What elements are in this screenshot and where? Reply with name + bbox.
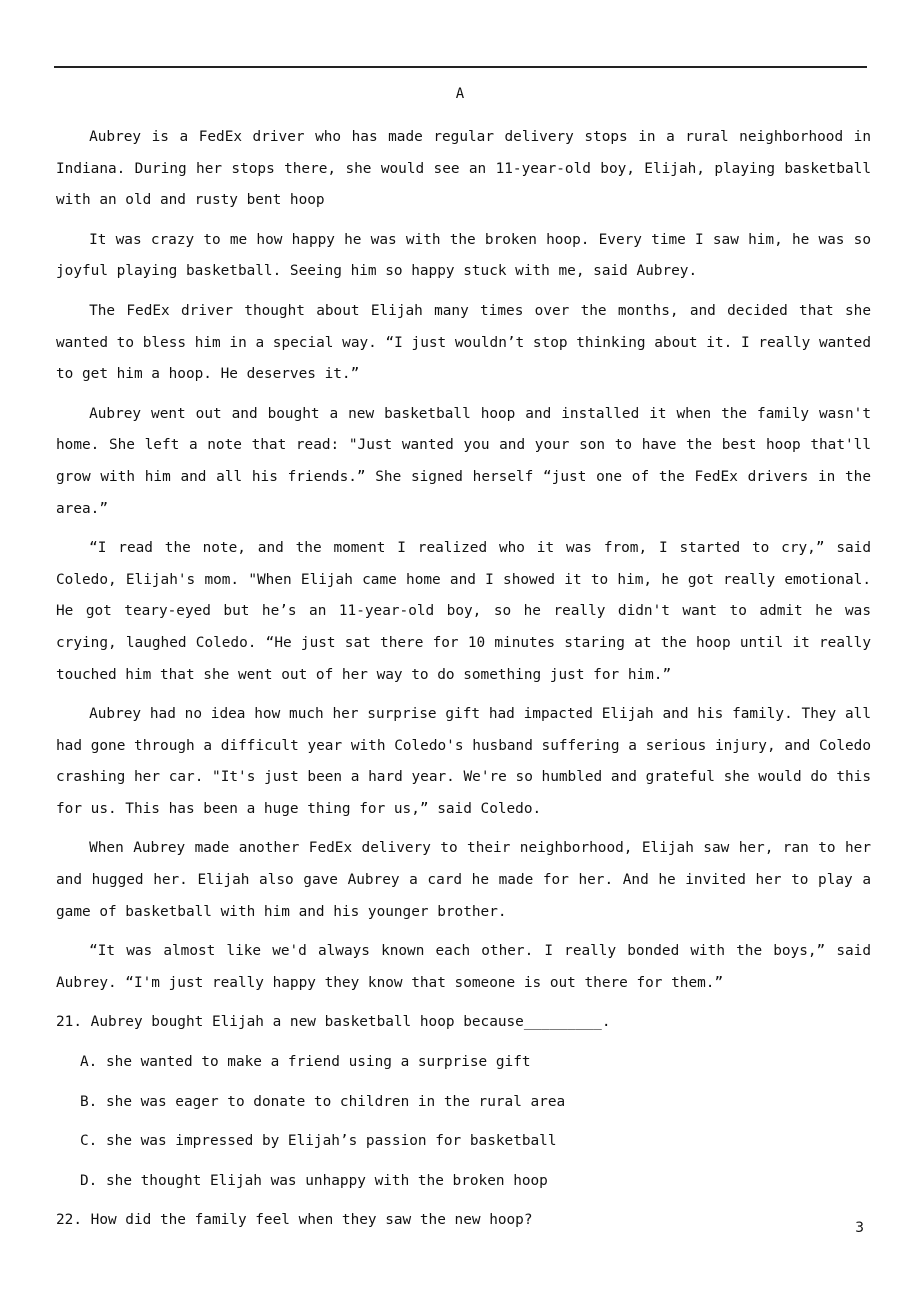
question-21-stem: 21. Aubrey bought Elijah a new basketball hoop because_________. <box>56 1014 611 1031</box>
question-21-option-b: B. she was eager to donate to children in the rural area <box>80 1093 566 1110</box>
paragraph: The FedEx driver thought about Elijah many times over the months, and decided that she wanted to bless him in a special way. “I just wouldn’t stop thinking about it. I really wanted to get him a hoop. He deserves it.” <box>56 302 880 383</box>
question-22-stem: 22. How did the family feel when they saw the new hoop? <box>56 1212 533 1229</box>
question-21-option-c: C. she was impressed by Elijah’s passion for basketball <box>80 1133 557 1150</box>
article-body <box>56 122 880 1245</box>
paragraph: “It was almost like we'd always known each other. I really bonded with the boys,” said Aubrey. “I'm just really happy they know that someone is out there for them.” <box>56 943 880 991</box>
question-21-option-a: A. she wanted to make a friend using a surprise gift <box>80 1054 531 1071</box>
paragraph: Aubrey went out and bought a new basketball hoop and installed it when the family wasn't home. She left a note that read: "Just wanted you and your son to have the best hoop that'll grow with him and all his friends.” She signed herself “just one of the FedEx drivers in the area.” <box>56 405 880 517</box>
question-21-option-d: D. she thought Elijah was unhappy with the broken hoop <box>80 1172 548 1189</box>
paragraph: When Aubrey made another FedEx delivery to their neighborhood, Elijah saw her, ran to her and hugged her. Elijah also gave Aubrey a card he made for her. And he invited her to play a game of basketball with him and his younger brother. <box>56 840 880 920</box>
header-rule <box>54 66 867 68</box>
paragraph: Aubrey is a FedEx driver who has made regular delivery stops in a rural neighborhood in Indiana. During her stops there, she would see an 11-year-old boy, Elijah, playing basketball with an old and rusty bent hoop <box>56 129 880 209</box>
paragraph: Aubrey had no idea how much her surprise gift had impacted Elijah and his family. They all had gone through a difficult year with Coledo's husband suffering a serious injury, and Coledo crashing her car. "It's just been a hard year. We're so humbled and grateful she would do this for us. This has been a huge thing for us,” said Coledo. <box>56 706 880 817</box>
page-number: 3 <box>855 1220 864 1236</box>
paragraph: “I read the note, and the moment I realized who it was from, I started to cry,” said Coledo, Elijah's mom. "When Elijah came home and I showed it to him, he got really emotional. He got teary-eyed but he’s an 11-year-old boy, so he really didn't want to admit he was crying, laughed Coledo. “He just sat there for 10 minutes staring at the hoop until it really touched him that she went out of her way to do something just for him.” <box>56 540 880 683</box>
section-label: A <box>455 86 465 102</box>
paragraph: It was crazy to me how happy he was with the broken hoop. Every time I saw him, he was so joyful playing basketball. Seeing him so happy stuck with me, said Aubrey. <box>56 231 880 280</box>
